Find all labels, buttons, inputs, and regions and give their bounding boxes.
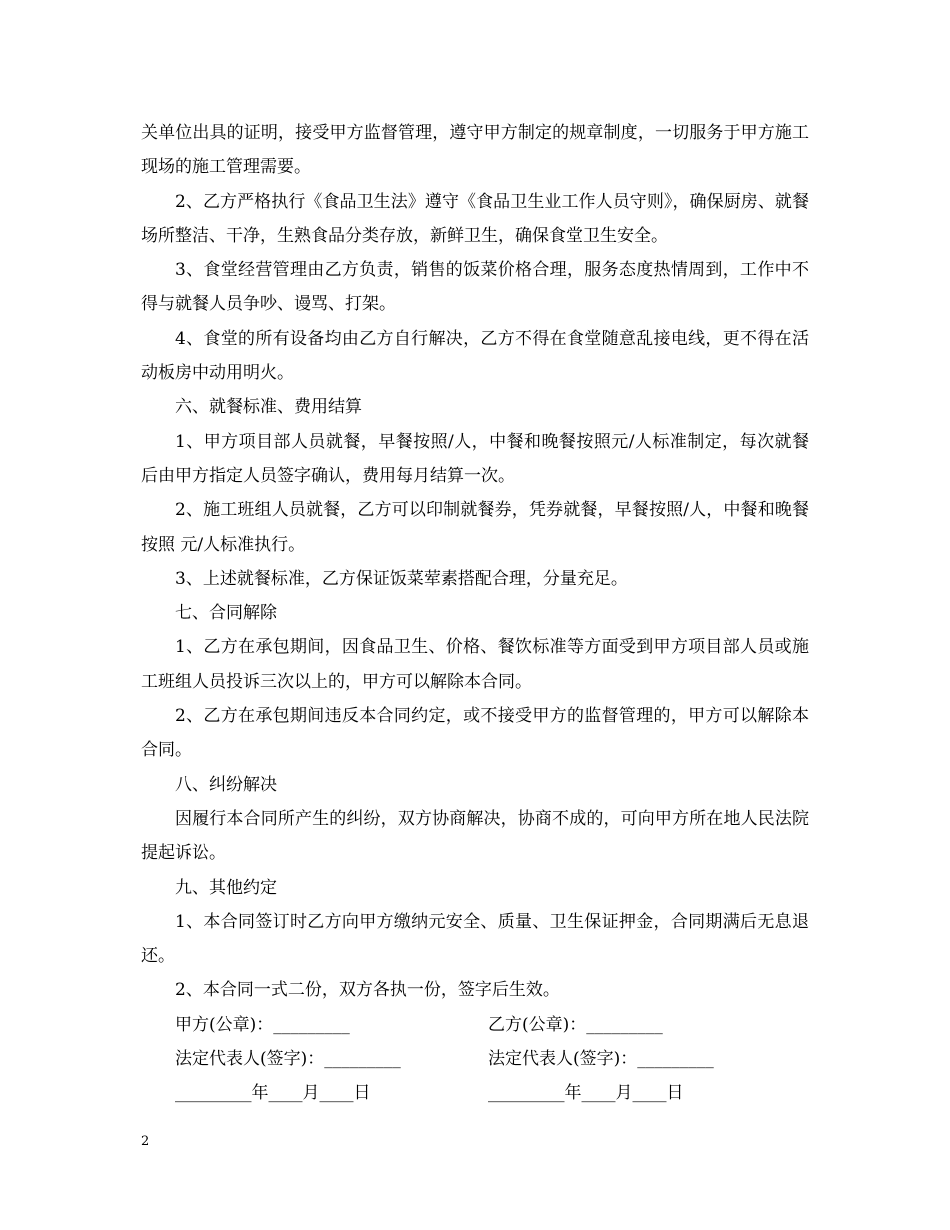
signature-row-representative xyxy=(141,1042,809,1076)
party-b-date-field: _________年____月____日 xyxy=(488,1083,684,1104)
paragraph: 1、乙方在承包期间，因食品卫生、价格、餐饮标准等方面受到甲方项目部人员或施工班组人员投诉三次以上的，甲方可以解除本合同。 xyxy=(141,637,809,692)
party-a-seal-field: 甲方(公章)：_________ xyxy=(175,1014,350,1035)
party-a-representative-field: 法定代表人(签字)：_________ xyxy=(175,1049,401,1070)
signature-row-seal xyxy=(141,1008,809,1042)
section-heading: 八、纠纷解决 xyxy=(175,774,277,795)
paragraph: 1、甲方项目部人员就餐，早餐按照/人，中餐和晚餐按照元/人标准制定，每次就餐后由甲方指定人员签字确认，费用每月结算一次。 xyxy=(141,431,809,486)
paragraph: 因履行本合同所产生的纠纷，双方协商解决，协商不成的，可向甲方所在地人民法院提起诉讼。 xyxy=(141,808,809,864)
paragraph: 1、本合同签订时乙方向甲方缴纳元安全、质量、卫生保证押金，合同期满后无息退还。 xyxy=(141,911,809,967)
paragraph: 2、施工班组人员就餐，乙方可以印制就餐券，凭券就餐，早餐按照/人，中餐和晚餐按照 元/人标准执行。 xyxy=(141,500,809,555)
section-heading: 九、其他约定 xyxy=(175,877,277,898)
paragraph: 3、上述就餐标准，乙方保证饭菜荤素搭配合理，分量充足。 xyxy=(175,568,628,589)
party-a-date-field: _________年____月____日 xyxy=(175,1083,371,1104)
paragraph: 2、乙方严格执行《食品卫生法》遵守《食品卫生业工作人员守则》，确保厨房、就餐场所整洁、干净，生熟食品分类存放，新鲜卫生，确保食堂卫生安全。 xyxy=(141,191,809,246)
paragraph: 3、食堂经营管理由乙方负责，销售的饭菜价格合理，服务态度热情周到，工作中不得与就餐人员争吵、谩骂、打架。 xyxy=(141,260,809,315)
paragraph: 2、本合同一式二份，双方各执一份，签字后生效。 xyxy=(175,980,560,1001)
page-number: 2 xyxy=(141,1134,150,1149)
paragraph: 2、乙方在承包期间违反本合同约定，或不接受甲方的监督管理的，甲方可以解除本合同。 xyxy=(141,706,809,761)
paragraph: 4、食堂的所有设备均由乙方自行解决，乙方不得在食堂随意乱接电线，更不得在活动板房中动用明火。 xyxy=(141,328,809,384)
section-heading: 六、就餐标准、费用结算 xyxy=(175,397,362,418)
party-b-seal-field: 乙方(公章)：_________ xyxy=(488,1014,663,1035)
party-b-representative-field: 法定代表人(签字)：_________ xyxy=(488,1049,714,1070)
document-body xyxy=(141,116,809,1111)
paragraph: 关单位出具的证明，接受甲方监督管理，遵守甲方制定的规章制度，一切服务于甲方施工现场的施工管理需要。 xyxy=(141,123,809,178)
signature-row-date xyxy=(141,1076,809,1110)
section-heading: 七、合同解除 xyxy=(175,603,277,624)
